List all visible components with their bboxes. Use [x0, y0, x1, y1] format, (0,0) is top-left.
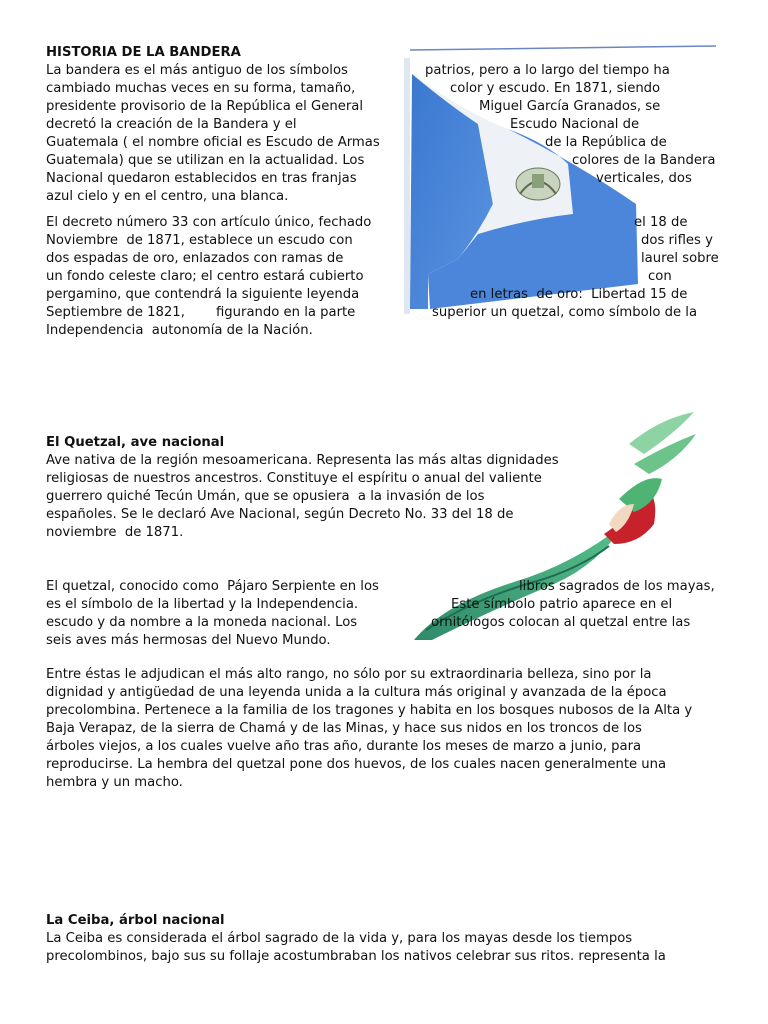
- text-line: Entre éstas le adjudican el más alto rango, no sólo por su extraordinaria belleza, sino por la: [46, 667, 652, 682]
- text-line: precolombina. Pertenece a la familia de los tragones y habita en los bosques nubosos de la Alta y: [46, 703, 693, 718]
- text-line: españoles. Se le declaró Ave Nacional, según Decreto No. 33 del 18 de: [46, 507, 514, 522]
- text-line: dos rifles y: [641, 233, 713, 248]
- text-line: cambiado muchas veces en su forma, tamaño,: [46, 81, 356, 96]
- text-line: Miguel García Granados, se: [479, 99, 661, 114]
- text-line: laurel sobre: [641, 251, 719, 266]
- text-line: hembra y un macho.: [46, 775, 183, 790]
- text-line: decretó la creación de la Bandera y el: [46, 117, 297, 132]
- text-line: La bandera es el más antiguo de los símbolos: [46, 63, 348, 78]
- text-line: seis aves más hermosas del Nuevo Mundo.: [46, 633, 331, 648]
- text-line: Guatemala ( el nombre oficial es Escudo de Armas: [46, 135, 380, 150]
- text-line: árboles viejos, a los cuales vuelve año tras año, durante los meses de marzo a junio, para: [46, 739, 642, 754]
- text-line: libros sagrados de los mayas,: [519, 579, 715, 594]
- text-line: dignidad y antigüedad de una leyenda unida a la cultura más original y avanzada de la época: [46, 685, 667, 700]
- text-line: Baja Verapaz, de la sierra de Chamá y de las Minas, y hace sus nidos en los troncos de los: [46, 721, 642, 736]
- text-line: reproducirse. La hembra del quetzal pone dos huevos, de los cuales nacen generalmente una: [46, 757, 667, 772]
- text-line: Escudo Nacional de: [510, 117, 640, 132]
- text-line: de la República de: [545, 135, 667, 150]
- text-line: Nacional quedaron establecidos en tras franjas: [46, 171, 357, 186]
- text-line: precolombinos, bajo sus su follaje acostumbraban los nativos celebrar sus ritos. representa la: [46, 949, 666, 964]
- text-line: pergamino, que contendrá la siguiente leyenda: [46, 287, 360, 302]
- section-title-ceiba: La Ceiba, árbol nacional: [46, 913, 225, 928]
- text-line: Ave nativa de la región mesoamericana. Representa las más altas dignidades: [46, 453, 559, 468]
- text-line: religiosas de nuestros ancestros. Constituye el espíritu o anual del valiente: [46, 471, 542, 486]
- text-line: dos espadas de oro, enlazados con ramas de: [46, 251, 344, 266]
- text-line: el 18 de: [634, 215, 688, 230]
- text-line: verticales, dos: [596, 171, 692, 186]
- coat-of-arms-icon: [516, 168, 560, 200]
- text-line: Guatemala) que se utilizan en la actualidad. Los: [46, 153, 365, 168]
- text-line: Este símbolo patrio aparece en el: [451, 597, 673, 612]
- text-line: patrios, pero a lo largo del tiempo ha: [425, 63, 670, 78]
- text-line: La Ceiba es considerada el árbol sagrado de la vida y, para los mayas desde los tiempos: [46, 931, 633, 946]
- text-line: superior un quetzal, como símbolo de la: [432, 305, 698, 320]
- text-line: figurando en la parte: [216, 305, 356, 320]
- text-line: Septiembre de 1821,: [46, 305, 185, 320]
- section-title-quetzal: El Quetzal, ave nacional: [46, 435, 225, 450]
- text-line: noviembre de 1871.: [46, 525, 184, 540]
- text-line: azul cielo y en el centro, una blanca.: [46, 189, 289, 204]
- text-line: guerrero quiché Tecún Umán, que se opusiera a la invasión de los: [46, 489, 485, 504]
- text-line: con: [648, 269, 672, 284]
- text-line: en letras de oro: Libertad 15 de: [470, 287, 688, 302]
- text-line: El decreto número 33 con artículo único, fechado: [46, 215, 372, 230]
- text-line: es el símbolo de la libertad y la Independencia.: [46, 597, 359, 612]
- text-line: color y escudo. En 1871, siendo: [450, 81, 661, 96]
- text-line: Noviembre de 1871, establece un escudo con: [46, 233, 353, 248]
- text-line: presidente provisorio de la República el General: [46, 99, 363, 114]
- text-line: colores de la Bandera: [572, 153, 716, 168]
- text-line: un fondo celeste claro; el centro estará cubierto: [46, 269, 364, 284]
- section-title-bandera: HISTORIA DE LA BANDERA: [46, 45, 241, 60]
- text-line: ornitólogos colocan al quetzal entre las: [431, 615, 691, 630]
- text-line: El quetzal, conocido como Pájaro Serpiente en los: [46, 579, 379, 594]
- text-line: escudo y da nombre a la moneda nacional. Los: [46, 615, 358, 630]
- text-line: Independencia autonomía de la Nación.: [46, 323, 313, 338]
